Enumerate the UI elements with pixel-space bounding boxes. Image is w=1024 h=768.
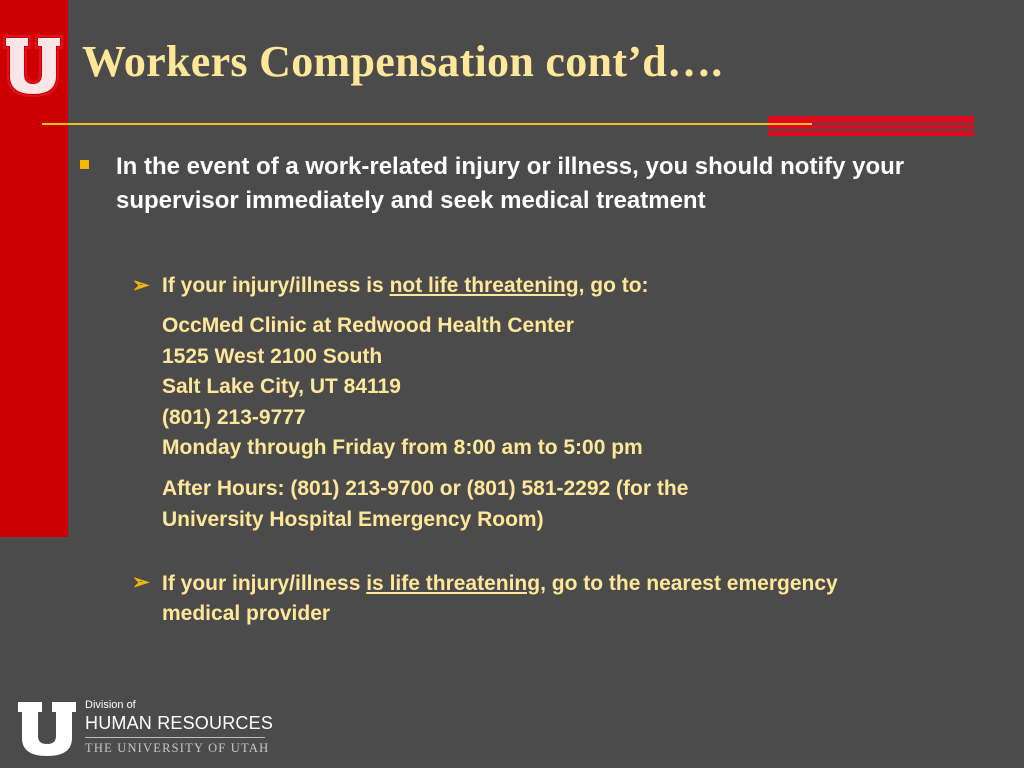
clinic-street: 1525 West 2100 South bbox=[162, 344, 383, 368]
main-bullet-text: In the event of a work-related injury or illness, you should notify your supervisor immediately and seek medical treatment bbox=[116, 153, 905, 214]
square-bullet-icon bbox=[80, 160, 89, 169]
clinic-phone: (801) 213-9777 bbox=[162, 405, 306, 429]
sub-bullet-life-threatening: If your injury/illness is life threatening, go to the nearest emergency medical provider bbox=[162, 572, 838, 625]
clinic-name: OccMed Clinic at Redwood Health Center bbox=[162, 314, 574, 337]
arrow-right-icon: ➢ bbox=[132, 274, 150, 297]
arrow-right-icon: ➢ bbox=[132, 571, 150, 594]
footer-university: THE UNIVERSITY OF UTAH bbox=[85, 741, 270, 755]
after-hours-line-1: After Hours: (801) 213-9700 or (801) 581-2292 (for the bbox=[162, 477, 689, 500]
emphasis-life-threatening: is life threatening bbox=[366, 572, 541, 595]
footer-divider bbox=[85, 737, 265, 738]
emphasis-not-life-threatening: not life threatening bbox=[389, 274, 579, 297]
clinic-address-block bbox=[162, 311, 643, 464]
university-u-logo bbox=[0, 28, 66, 98]
university-u-logo-footer bbox=[16, 700, 78, 758]
slide-title: Workers Compensation cont’d…. bbox=[82, 37, 723, 86]
title-accent-stripes bbox=[768, 116, 974, 136]
title-underline bbox=[42, 123, 812, 125]
after-hours-line-2: University Hospital Emergency Room) bbox=[162, 507, 544, 531]
sub-bullet-not-life-threatening: If your injury/illness is not life threatening, go to: bbox=[162, 274, 649, 297]
clinic-hours: Monday through Friday from 8:00 am to 5:00 pm bbox=[162, 436, 643, 459]
footer-department: HUMAN RESOURCES bbox=[85, 713, 274, 733]
footer-division: Division of bbox=[85, 699, 136, 711]
after-hours-block bbox=[162, 474, 688, 535]
clinic-city: Salt Lake City, UT 84119 bbox=[162, 375, 401, 398]
